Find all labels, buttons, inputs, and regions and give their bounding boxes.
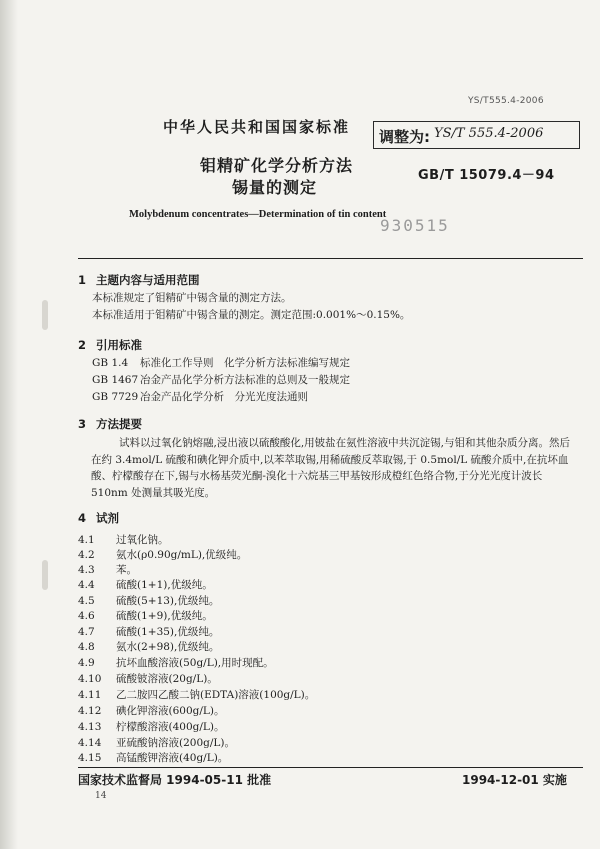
adjustment-stamp-box — [373, 121, 580, 149]
section-1-para-1: 本标准规定了钼精矿中锡含量的测定方法。 — [92, 292, 292, 304]
reagent-text: 硫酸(1+1),优级纯。 — [116, 579, 213, 591]
reagent-text: 乙二胺四乙酸二钠(EDTA)溶液(100g/L)。 — [116, 689, 316, 701]
section-2-heading — [78, 337, 142, 353]
reagent-text: 硫酸(1+9),优级纯。 — [116, 610, 213, 622]
section-title: 方法提要 — [96, 417, 142, 431]
reagent-code: 4.3 — [78, 564, 95, 576]
reagent-text: 碘化钾溶液(600g/L)。 — [116, 705, 225, 717]
english-title: Molybdenum concentrates—Determination of tin content — [129, 209, 387, 220]
reference-item — [92, 372, 350, 387]
reagent-text: 硫酸铍溶液(20g/L)。 — [116, 673, 218, 685]
reagent-code: 4.15 — [78, 752, 102, 764]
reagent-item — [78, 719, 224, 734]
faint-stamp-number: 930515 — [380, 216, 450, 235]
adjustment-label: 调整为: — [379, 128, 430, 146]
section-title: 主题内容与适用范围 — [96, 273, 200, 287]
method-summary-paragraph: 试料以过氧化钠熔融,浸出液以硫酸酸化,用铍盐在氨性溶液中共沉淀锡,与钼和其他杂质分离。然后在约 3.4mol/L 硫酸和碘化钾介质中,以苯萃取锡,用稀硫酸反萃取锡,于 0.5mol/L 硫酸介质中,在抗坏血酸、柠檬酸存在下,锡与水杨基荧光酮-溴化十六烷基三甲基铵形成橙红色络合物,于分光光度计波长 510nm 处测量其吸光度。 — [91, 437, 571, 499]
reagent-code: 4.8 — [78, 641, 95, 653]
section-number: 4 — [78, 511, 87, 525]
section-number: 1 — [78, 273, 87, 287]
reagent-text: 氨水(ρ0.90g/mL),优级纯。 — [116, 549, 248, 561]
reagent-item — [78, 624, 219, 639]
page-number: 14 — [95, 791, 107, 801]
reagent-item — [78, 547, 247, 562]
document-title-line1: 钼精矿化学分析方法 — [200, 156, 354, 175]
reagent-code: 4.4 — [78, 579, 95, 591]
reagent-code: 4.12 — [78, 705, 102, 717]
reference-text: 冶金产品化学分析方法标准的总则及一般规定 — [140, 374, 350, 386]
section-1-para-2: 本标准适用于钼精矿中锡含量的测定。测定范围:0.001%～0.15%。 — [92, 309, 411, 321]
reference-item — [92, 389, 308, 404]
header-divider — [78, 258, 583, 259]
reagent-code: 4.7 — [78, 626, 95, 638]
reagent-text: 过氧化钠。 — [116, 534, 169, 546]
section-number: 2 — [78, 338, 87, 352]
small-stamp-code: YS/T555.4-2006 — [468, 96, 544, 106]
reagent-item — [78, 608, 213, 623]
reagent-text: 氨水(2+98),优级纯。 — [116, 641, 220, 653]
reagent-item — [78, 532, 169, 547]
reagent-item — [78, 750, 228, 765]
section-1-heading — [78, 272, 200, 288]
reagent-code: 4.1 — [78, 534, 95, 546]
section-3-heading — [78, 416, 142, 432]
reagent-code: 4.10 — [78, 673, 102, 685]
footer-divider — [78, 767, 583, 768]
national-standard-heading: 中华人民共和国国家标准 — [163, 118, 351, 136]
section-number: 3 — [78, 417, 87, 431]
reagent-code: 4.9 — [78, 657, 95, 669]
reagent-item — [78, 577, 213, 592]
reagent-code: 4.14 — [78, 737, 102, 749]
section-title: 试剂 — [96, 511, 119, 525]
reference-item — [92, 355, 350, 370]
document-title-line2: 锡量的测定 — [232, 178, 318, 197]
reagent-item — [78, 593, 219, 608]
reagent-item — [78, 655, 274, 670]
reagent-code: 4.5 — [78, 595, 95, 607]
reference-text: 标准化工作导则 化学分析方法标准编写规定 — [140, 357, 350, 369]
scan-left-edge-shadow — [0, 0, 18, 849]
reagent-text: 抗坏血酸溶液(50g/L),用时现配。 — [116, 657, 274, 669]
reagent-code: 4.2 — [78, 549, 95, 561]
reagent-item — [78, 735, 235, 750]
reagent-text: 柠檬酸溶液(400g/L)。 — [116, 721, 225, 733]
reference-code: GB 7729 — [92, 391, 139, 403]
reagent-item — [78, 671, 218, 686]
reagent-item — [78, 703, 224, 718]
reagent-code: 4.6 — [78, 610, 95, 622]
reagent-code: 4.13 — [78, 721, 102, 733]
reagent-item — [78, 639, 219, 654]
reagent-item — [78, 562, 137, 577]
standard-number: GB/T 15079.4－94 — [418, 168, 555, 183]
reagent-code: 4.11 — [78, 689, 102, 701]
section-4-heading — [78, 510, 119, 526]
reagent-text: 高锰酸钾溶液(40g/L)。 — [116, 752, 229, 764]
reagent-text: 硫酸(1+35),优级纯。 — [116, 626, 220, 638]
binding-hole — [42, 560, 48, 590]
binding-hole — [42, 300, 48, 330]
reference-text: 冶金产品化学分析 分光光度法通则 — [140, 391, 308, 403]
reagent-text: 亚硫酸钠溶液(200g/L)。 — [116, 737, 235, 749]
reagent-text: 硫酸(5+13),优级纯。 — [116, 595, 220, 607]
approval-date: 国家技术监督局 1994-05-11 批准 — [78, 773, 272, 787]
adjustment-handwritten-code: YS/T 555.4-2006 — [434, 126, 544, 141]
implementation-date: 1994-12-01 实施 — [462, 773, 567, 787]
reagent-item — [78, 687, 315, 702]
reference-code: GB 1467 — [92, 374, 139, 386]
reagent-text: 苯。 — [116, 564, 137, 576]
reference-code: GB 1.4 — [92, 357, 129, 369]
section-title: 引用标准 — [96, 338, 142, 352]
